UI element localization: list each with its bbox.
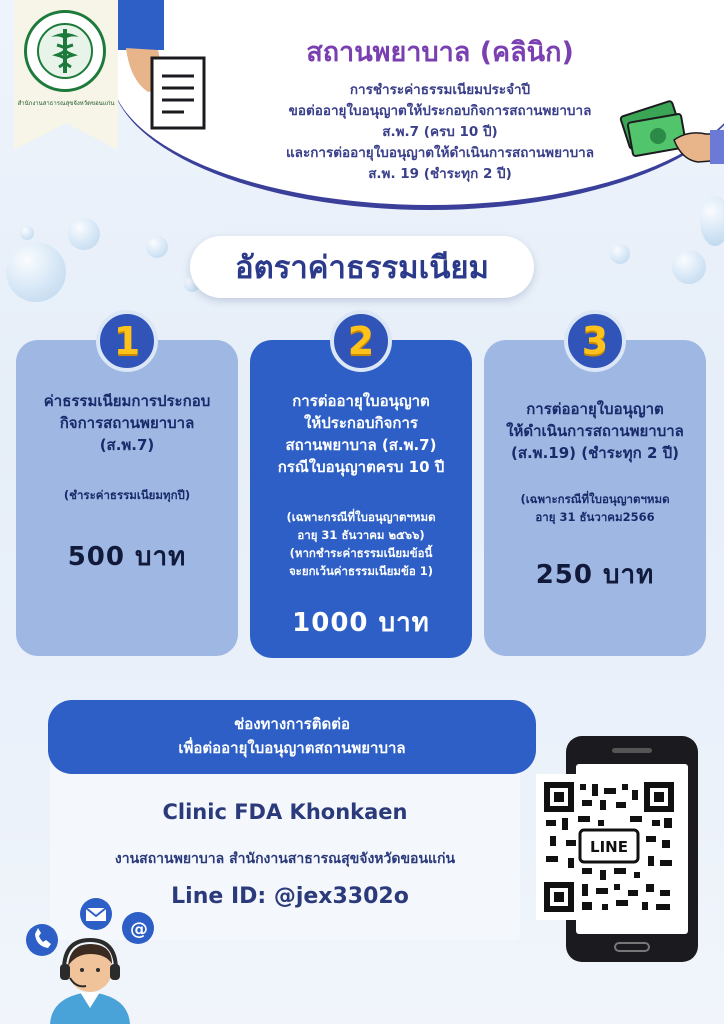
card-line: (ส.พ.19) (ชำระทุก 2 ปี) (510, 444, 680, 462)
bubble-decoration (700, 196, 724, 246)
contact-heading-line: เพื่อต่ออายุใบอนุญาตสถานพยาบาล (178, 739, 406, 757)
header-line: ส.พ.7 (ครบ 10 ปี) (382, 124, 498, 140)
money-hand-icon (618, 100, 724, 170)
card-line: (ส.พ.7) (99, 436, 155, 454)
health-office-logo (24, 10, 106, 92)
card-line: ให้ประกอบกิจการ (304, 414, 418, 432)
fee-card-1 (16, 340, 238, 656)
header-title: สถานพยาบาล (คลินิก) (306, 37, 574, 68)
card-description (16, 390, 238, 456)
card-note-line: จะยกเว้นค่าธรรมเนียมข้อ 1) (288, 564, 434, 578)
card-line: กรณีใบอนุญาตครบ 10 ปี (277, 458, 445, 476)
number-badge-1: 1 (96, 310, 158, 372)
bubble-decoration (20, 226, 34, 240)
header-line: ขอต่ออายุใบอนุญาตให้ประกอบกิจการสถานพยาบาล (288, 103, 592, 119)
bubble-decoration (6, 242, 66, 302)
card-line: กิจการสถานพยาบาล (59, 414, 195, 432)
card-note-line: (หากชำระค่าธรรมเนียมข้อนี้ (289, 546, 433, 560)
card-note (484, 490, 706, 526)
bubble-decoration (68, 218, 100, 250)
card-note (250, 508, 472, 580)
card-note-line: อายุ 31 ธันวาคม ๒๕๖๖) (297, 528, 425, 542)
fee-card-2 (250, 340, 472, 658)
card-note-line: (เฉพาะกรณีที่ใบอนุญาตฯหมด (520, 492, 670, 506)
phone-speaker (612, 748, 652, 753)
line-id[interactable]: Line ID: @jex3302o (171, 884, 409, 909)
header-line: การชำระค่าธรรมเนียมประจำปี (349, 82, 531, 98)
number-badge-3: 3 (564, 310, 626, 372)
logo-caption: สำนักงานสาธารณสุขจังหวัดขอนแก่น (17, 100, 115, 107)
card-note-line: อายุ 31 ธันวาคม2566 (535, 510, 655, 524)
contact-heading (48, 700, 536, 774)
header-description (210, 80, 670, 185)
header-line: และการต่ออายุใบอนุญาตให้ดำเนินการสถานพยาบาล (285, 145, 594, 161)
card-price: 250 บาท (535, 560, 655, 590)
card-line: ให้ดำเนินการสถานพยาบาล (506, 422, 684, 440)
card-note-line: (เฉพาะกรณีที่ใบอนุญาตฯหมด (286, 510, 436, 524)
card-line: สถานพยาบาล (ส.พ.7) (285, 436, 437, 454)
svg-text:@: @ (130, 919, 148, 940)
contact-heading-line: ช่องทางการติดต่อ (234, 715, 350, 733)
card-line: การต่ออายุใบอนุญาต (526, 400, 664, 418)
card-description (250, 390, 472, 478)
card-line: ค่าธรรมเนียมการประกอบ (43, 392, 211, 410)
caduceus-icon (35, 21, 95, 81)
office-name: งานสถานพยาบาล สำนักงานสาธารณสุขจังหวัดขอนแก่น (114, 851, 456, 867)
bubble-decoration (610, 244, 630, 264)
number-badge-2: 2 (330, 310, 392, 372)
header-line: ส.พ. 19 (ชำระทุก 2 ปี) (368, 166, 512, 182)
fee-rate-title: อัตราค่าธรรมเนียม (190, 236, 534, 298)
clinic-name: Clinic FDA Khonkaen (162, 800, 408, 824)
bubble-decoration (672, 250, 706, 284)
card-description (484, 398, 706, 464)
phone-home-button (614, 942, 650, 952)
card-price: 500 บาท (67, 542, 187, 572)
card-line: การต่ออายุใบอนุญาต (292, 392, 430, 410)
line-qr-code[interactable] (536, 774, 682, 920)
call-center-agent-icon (20, 884, 160, 1024)
card-price: 1000 บาท (292, 608, 430, 638)
fee-card-3 (484, 340, 706, 656)
qr-label: LINE (590, 838, 628, 856)
card-note: (ชำระค่าธรรมเนียมทุกปี) (63, 488, 191, 502)
bubble-decoration (146, 236, 168, 258)
